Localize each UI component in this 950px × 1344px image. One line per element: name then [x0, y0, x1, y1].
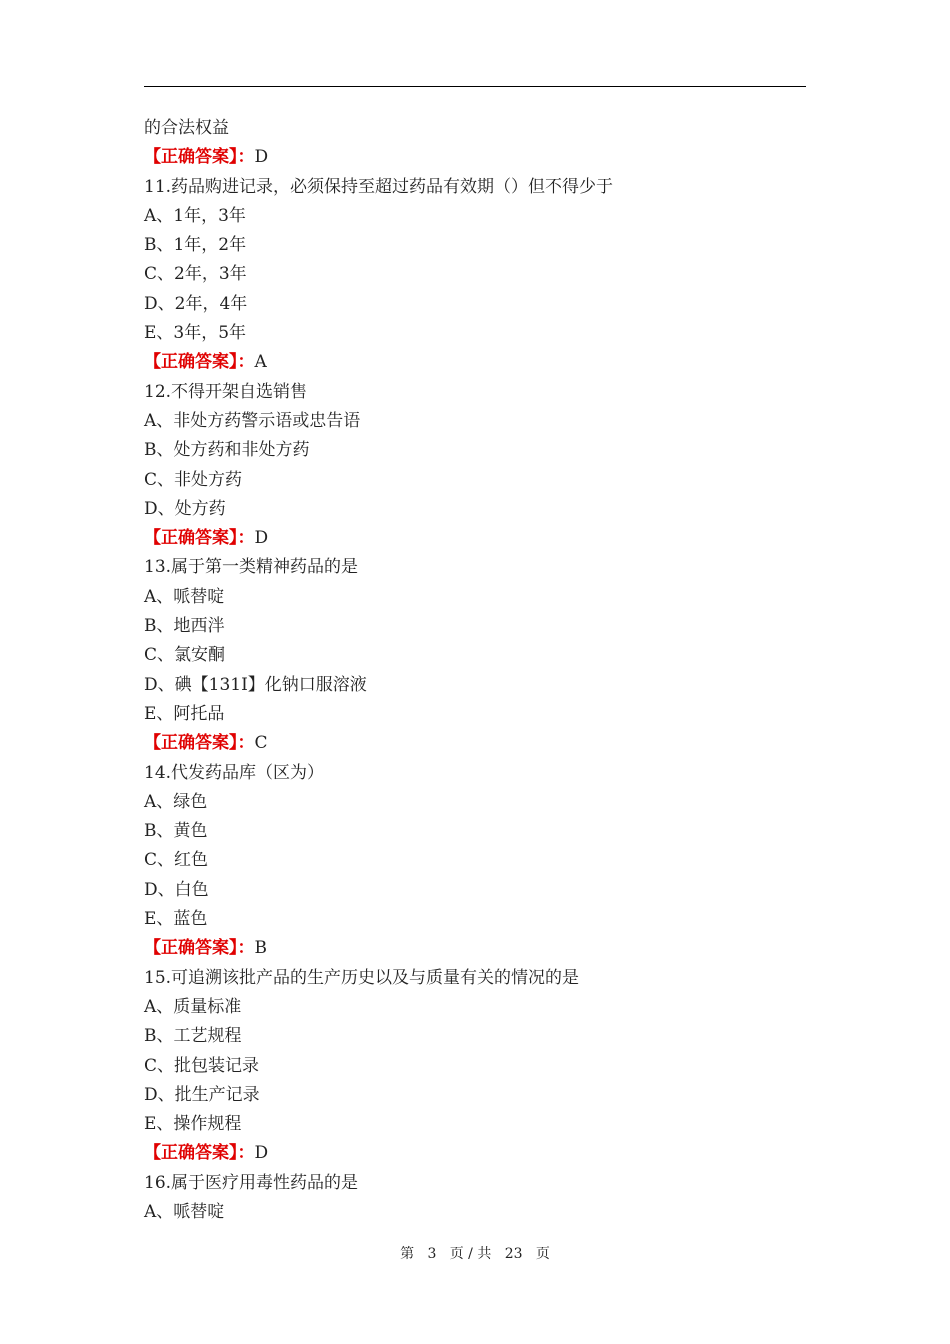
footer-current-page: 3 [427, 1246, 437, 1262]
question-stem: 16.属于医疗用毒性药品的是 [144, 1172, 359, 1193]
question-stem: 12.不得开架自选销售 [144, 381, 308, 402]
option-line: A、绿色 [144, 791, 208, 812]
option-line: E、阿托品 [144, 703, 225, 724]
answer-label: 【正确答案】 [144, 352, 238, 373]
option-line: E、蓝色 [144, 909, 208, 930]
answer-separator: ： [237, 1143, 255, 1164]
footer-suffix: 页 [535, 1246, 550, 1262]
answer-value: B [254, 938, 267, 959]
option-line: E、操作规程 [144, 1114, 242, 1135]
option-line: E、3年，5年 [144, 323, 247, 344]
option-line: B、黄色 [144, 821, 208, 842]
header-rule [144, 86, 806, 87]
option-line: D、碘【131I】化钠口服溶液 [144, 674, 367, 695]
answer-label: 【正确答案】 [144, 528, 238, 549]
document-body [144, 114, 806, 1227]
answer-separator: ： [237, 528, 255, 549]
answer-line [144, 348, 806, 377]
answer-line [144, 934, 806, 963]
option-line: A、非处方药警示语或忠告语 [144, 410, 361, 431]
page-footer [0, 1244, 950, 1264]
answer-value: D [254, 1143, 269, 1164]
option-line: C、非处方药 [144, 469, 243, 490]
option-line: B、处方药和非处方药 [144, 440, 310, 461]
option-line: B、地西泮 [144, 616, 225, 637]
answer-separator: ： [237, 733, 255, 754]
answer-line [144, 524, 806, 553]
answer-value: D [254, 528, 269, 549]
option-line: C、2年，3年 [144, 264, 247, 285]
footer-prefix: 第 [400, 1246, 415, 1262]
answer-separator: ： [237, 352, 255, 373]
option-line: C、氯安酮 [144, 645, 226, 666]
question-stem: 13.属于第一类精神药品的是 [144, 557, 359, 578]
answer-separator: ： [237, 147, 255, 168]
option-line: A、质量标准 [144, 996, 242, 1017]
option-line: B、1年，2年 [144, 235, 247, 256]
option-line: C、批包装记录 [144, 1055, 260, 1076]
answer-label: 【正确答案】 [144, 1143, 238, 1164]
answer-line [144, 143, 806, 172]
question-stem: 14.代发药品库（区为） [144, 762, 325, 783]
option-line: A、哌替啶 [144, 1201, 225, 1222]
option-line: A、哌替啶 [144, 586, 225, 607]
option-line: D、2年，4年 [144, 293, 248, 314]
option-line: D、白色 [144, 879, 209, 900]
option-line: D、批生产记录 [144, 1084, 260, 1105]
answer-line [144, 729, 806, 758]
answer-label: 【正确答案】 [144, 938, 238, 959]
footer-mid: 页 / 共 [449, 1246, 492, 1262]
question-stem: 15.可追溯该批产品的生产历史以及与质量有关的情况的是 [144, 967, 580, 988]
answer-line [144, 1139, 806, 1168]
answer-value: D [254, 147, 269, 168]
option-line: B、工艺规程 [144, 1026, 242, 1047]
option-line: A、1年，3年 [144, 205, 246, 226]
answer-value: C [254, 733, 268, 754]
answer-label: 【正确答案】 [144, 147, 238, 168]
option-line: C、红色 [144, 850, 209, 871]
footer-total-pages: 23 [504, 1246, 523, 1262]
text-line: 的合法权益 [144, 118, 229, 138]
question-stem: 11.药品购进记录，必须保持至超过药品有效期（）但不得少于 [144, 176, 614, 197]
answer-separator: ： [237, 938, 255, 959]
answer-value: A [254, 352, 267, 373]
answer-label: 【正确答案】 [144, 733, 238, 754]
option-line: D、处方药 [144, 498, 226, 519]
